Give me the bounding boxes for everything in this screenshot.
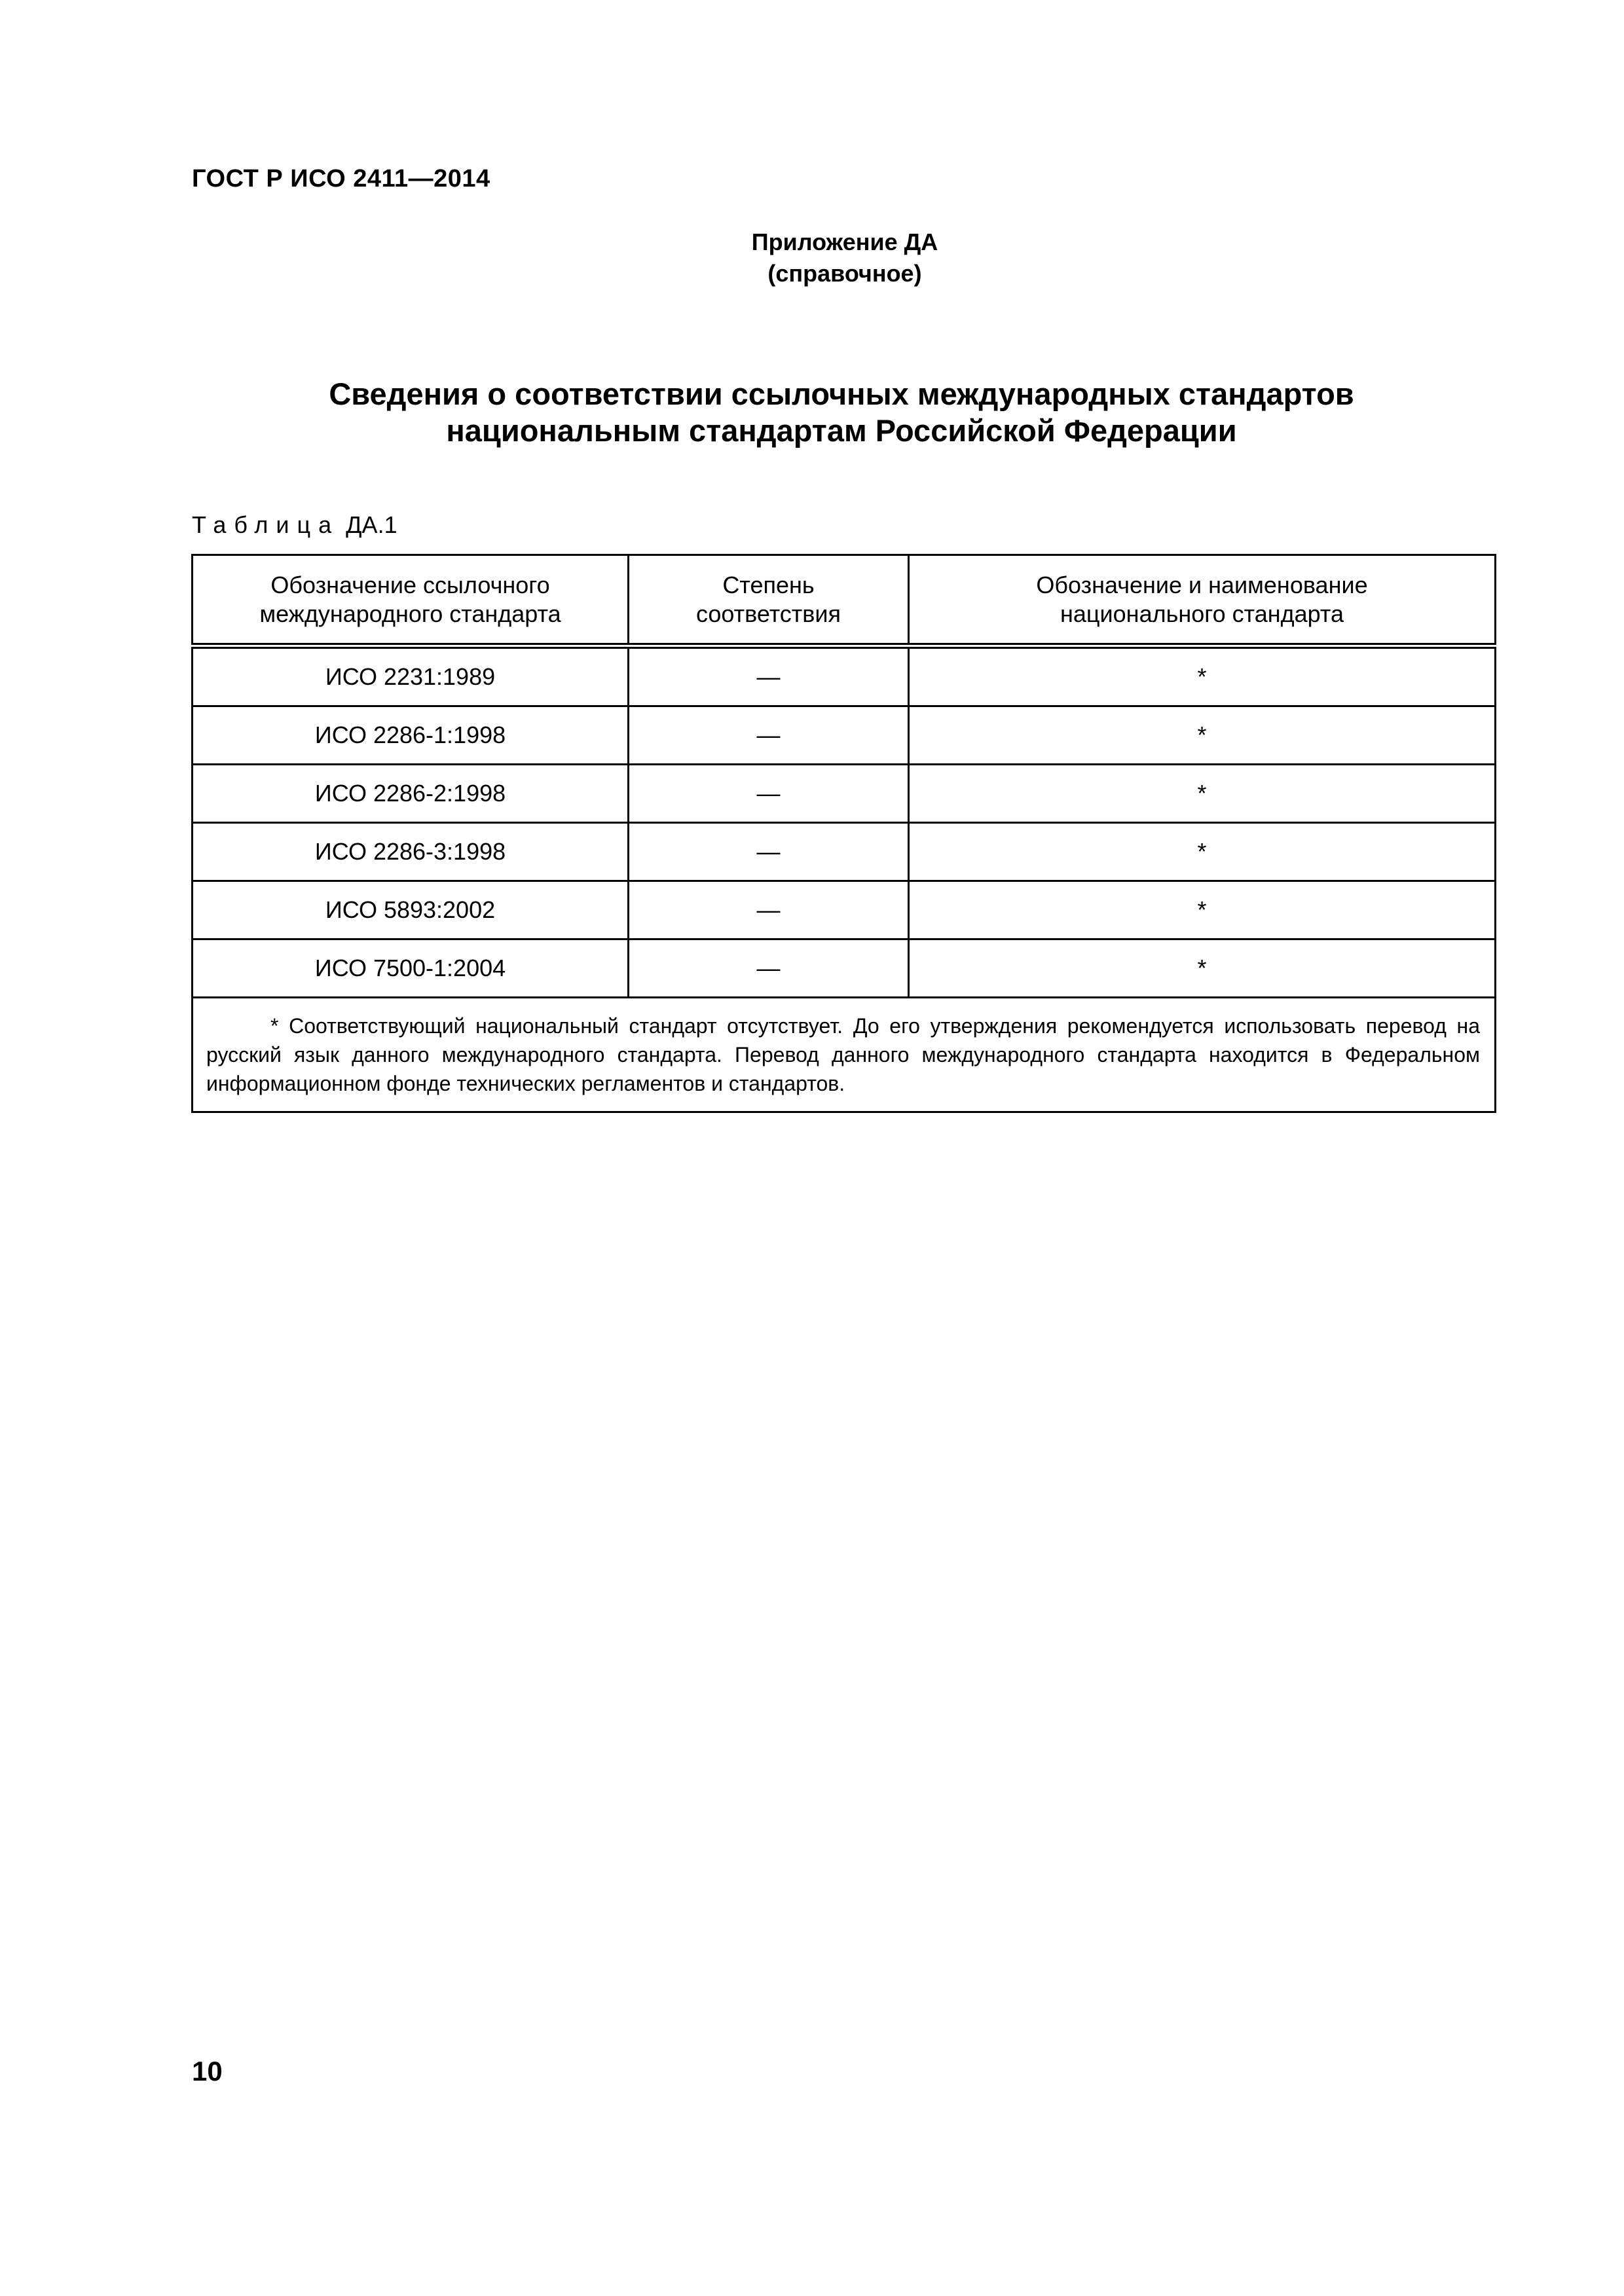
table-row <box>193 939 1496 998</box>
page-number: 10 <box>192 2056 223 2086</box>
header-reference-standard: Обозначение ссылочного международного стандарта <box>193 555 629 646</box>
cell-degree: — <box>629 646 909 706</box>
annex-heading <box>655 227 1035 289</box>
cell-degree: — <box>629 765 909 823</box>
cell-degree: — <box>629 823 909 881</box>
cell-national: * <box>909 646 1496 706</box>
cell-designation: ИСО 2286-1:1998 <box>193 706 629 765</box>
header-national-standard: Обозначение и наименование национального стандарта <box>909 555 1496 646</box>
cell-designation: ИСО 2286-3:1998 <box>193 823 629 881</box>
table-row <box>193 706 1496 765</box>
cell-national: * <box>909 939 1496 998</box>
cell-national: * <box>909 765 1496 823</box>
cell-degree: — <box>629 939 909 998</box>
page-title-line-1: Сведения о соответствии ссылочных международных стандартов <box>329 376 1354 411</box>
table-caption-number: ДА.1 <box>346 511 397 538</box>
table-row <box>193 823 1496 881</box>
table-header-row <box>193 555 1496 646</box>
cell-designation: ИСО 7500-1:2004 <box>193 939 629 998</box>
table-footnote <box>193 998 1496 1112</box>
cell-degree: — <box>629 881 909 939</box>
correspondence-table <box>191 554 1496 1113</box>
table-footnote-text: * Соответствующий национальный стандарт отсутствует. До его утверждения рекомендуется использовать перевод на русский язык данного международного стандарта. Перевод данного международного стандарта находится в Федеральном информационном фонде технических регламентов и стандартов. <box>206 1014 1480 1095</box>
cell-degree: — <box>629 706 909 765</box>
cell-national: * <box>909 881 1496 939</box>
cell-designation: ИСО 2286-2:1998 <box>193 765 629 823</box>
header-degree-of-correspondence: Степень соответствия <box>629 555 909 646</box>
table-caption-word: Таблица <box>192 511 340 538</box>
table-footnote-row <box>193 998 1496 1112</box>
document-code: ГОСТ Р ИСО 2411—2014 <box>192 165 490 192</box>
table-row <box>193 881 1496 939</box>
cell-national: * <box>909 706 1496 765</box>
cell-national: * <box>909 823 1496 881</box>
cell-designation: ИСО 2231:1989 <box>193 646 629 706</box>
page-title <box>190 376 1493 449</box>
table-row <box>193 765 1496 823</box>
annex-title: Приложение ДА <box>751 228 938 255</box>
annex-type: (справочное) <box>767 260 922 287</box>
table-caption <box>192 511 397 539</box>
table-row <box>193 646 1496 706</box>
cell-designation: ИСО 5893:2002 <box>193 881 629 939</box>
page-title-line-2: национальным стандартам Российской Федерации <box>446 413 1237 448</box>
